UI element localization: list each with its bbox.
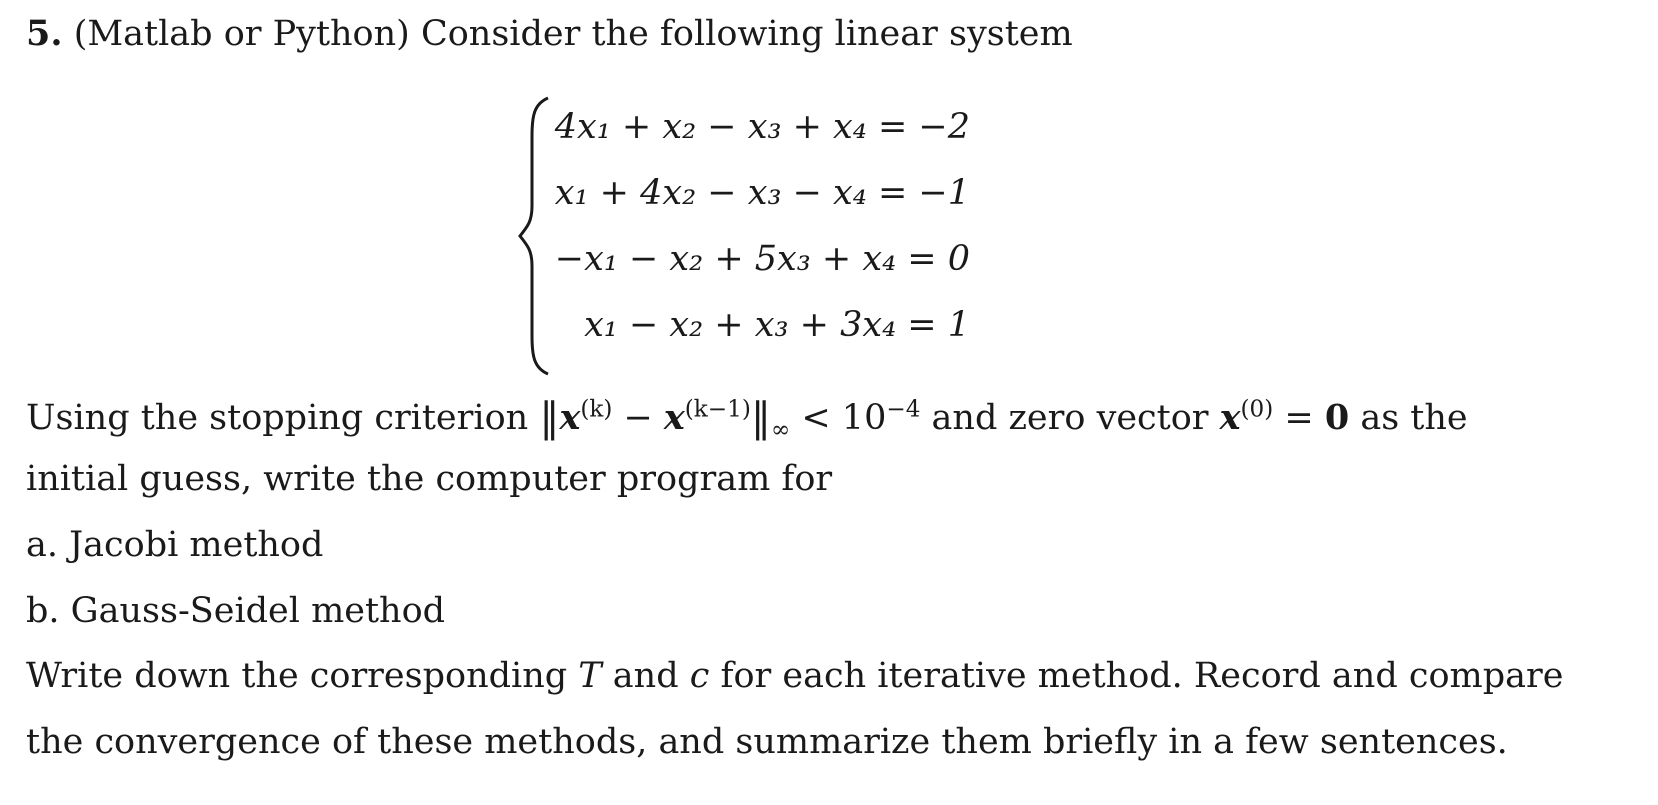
initial-guess-line: initial guess, write the computer program for bbox=[26, 459, 833, 499]
vector-c: c bbox=[689, 656, 710, 696]
item-b-gauss-seidel: b. Gauss-Seidel method bbox=[26, 591, 446, 631]
instructions-line-2: the convergence of these methods, and summarize them briefly in a few sentences. bbox=[26, 722, 1508, 762]
problem-heading bbox=[26, 13, 1073, 54]
criterion-middle: and zero vector bbox=[931, 398, 1209, 438]
problem-intro: (Matlab or Python) Consider the following linear system bbox=[73, 14, 1073, 54]
criterion-suffix: as the bbox=[1360, 398, 1468, 438]
item-a-jacobi: a. Jacobi method bbox=[26, 525, 324, 565]
stopping-criterion-formula: $‖x^{(k)}$ − $x^{(k-1)}‖_\infty < 10^{-4}$ bbox=[539, 395, 921, 443]
instructions-line-1 bbox=[26, 656, 1564, 696]
equation-2: x₁ + 4x₂ − x₃ − x₄ = −1 bbox=[554, 173, 970, 213]
left-brace bbox=[518, 96, 558, 376]
linear-system bbox=[518, 96, 978, 376]
problem-number: 5. bbox=[26, 13, 63, 54]
instructions-part-2: for each iterative method. Record and compare bbox=[720, 656, 1564, 696]
criterion-line bbox=[26, 395, 1468, 443]
equation-1: 4x₁ + x₂ − x₃ + x₄ = −2 bbox=[554, 107, 970, 147]
equation-4: x₁ − x₂ + x₃ + 3x₄ = 1 bbox=[584, 305, 970, 345]
equation-3: −x₁ − x₂ + 5x₃ + x₄ = 0 bbox=[554, 239, 970, 279]
matrix-T: T bbox=[578, 656, 602, 696]
instructions-and: and bbox=[612, 656, 679, 696]
criterion-prefix: Using the stopping criterion bbox=[26, 398, 529, 438]
instructions-part-1: Write down the corresponding bbox=[26, 656, 568, 696]
initial-vector-formula: $x^{(0)} = 0$ bbox=[1219, 396, 1350, 438]
